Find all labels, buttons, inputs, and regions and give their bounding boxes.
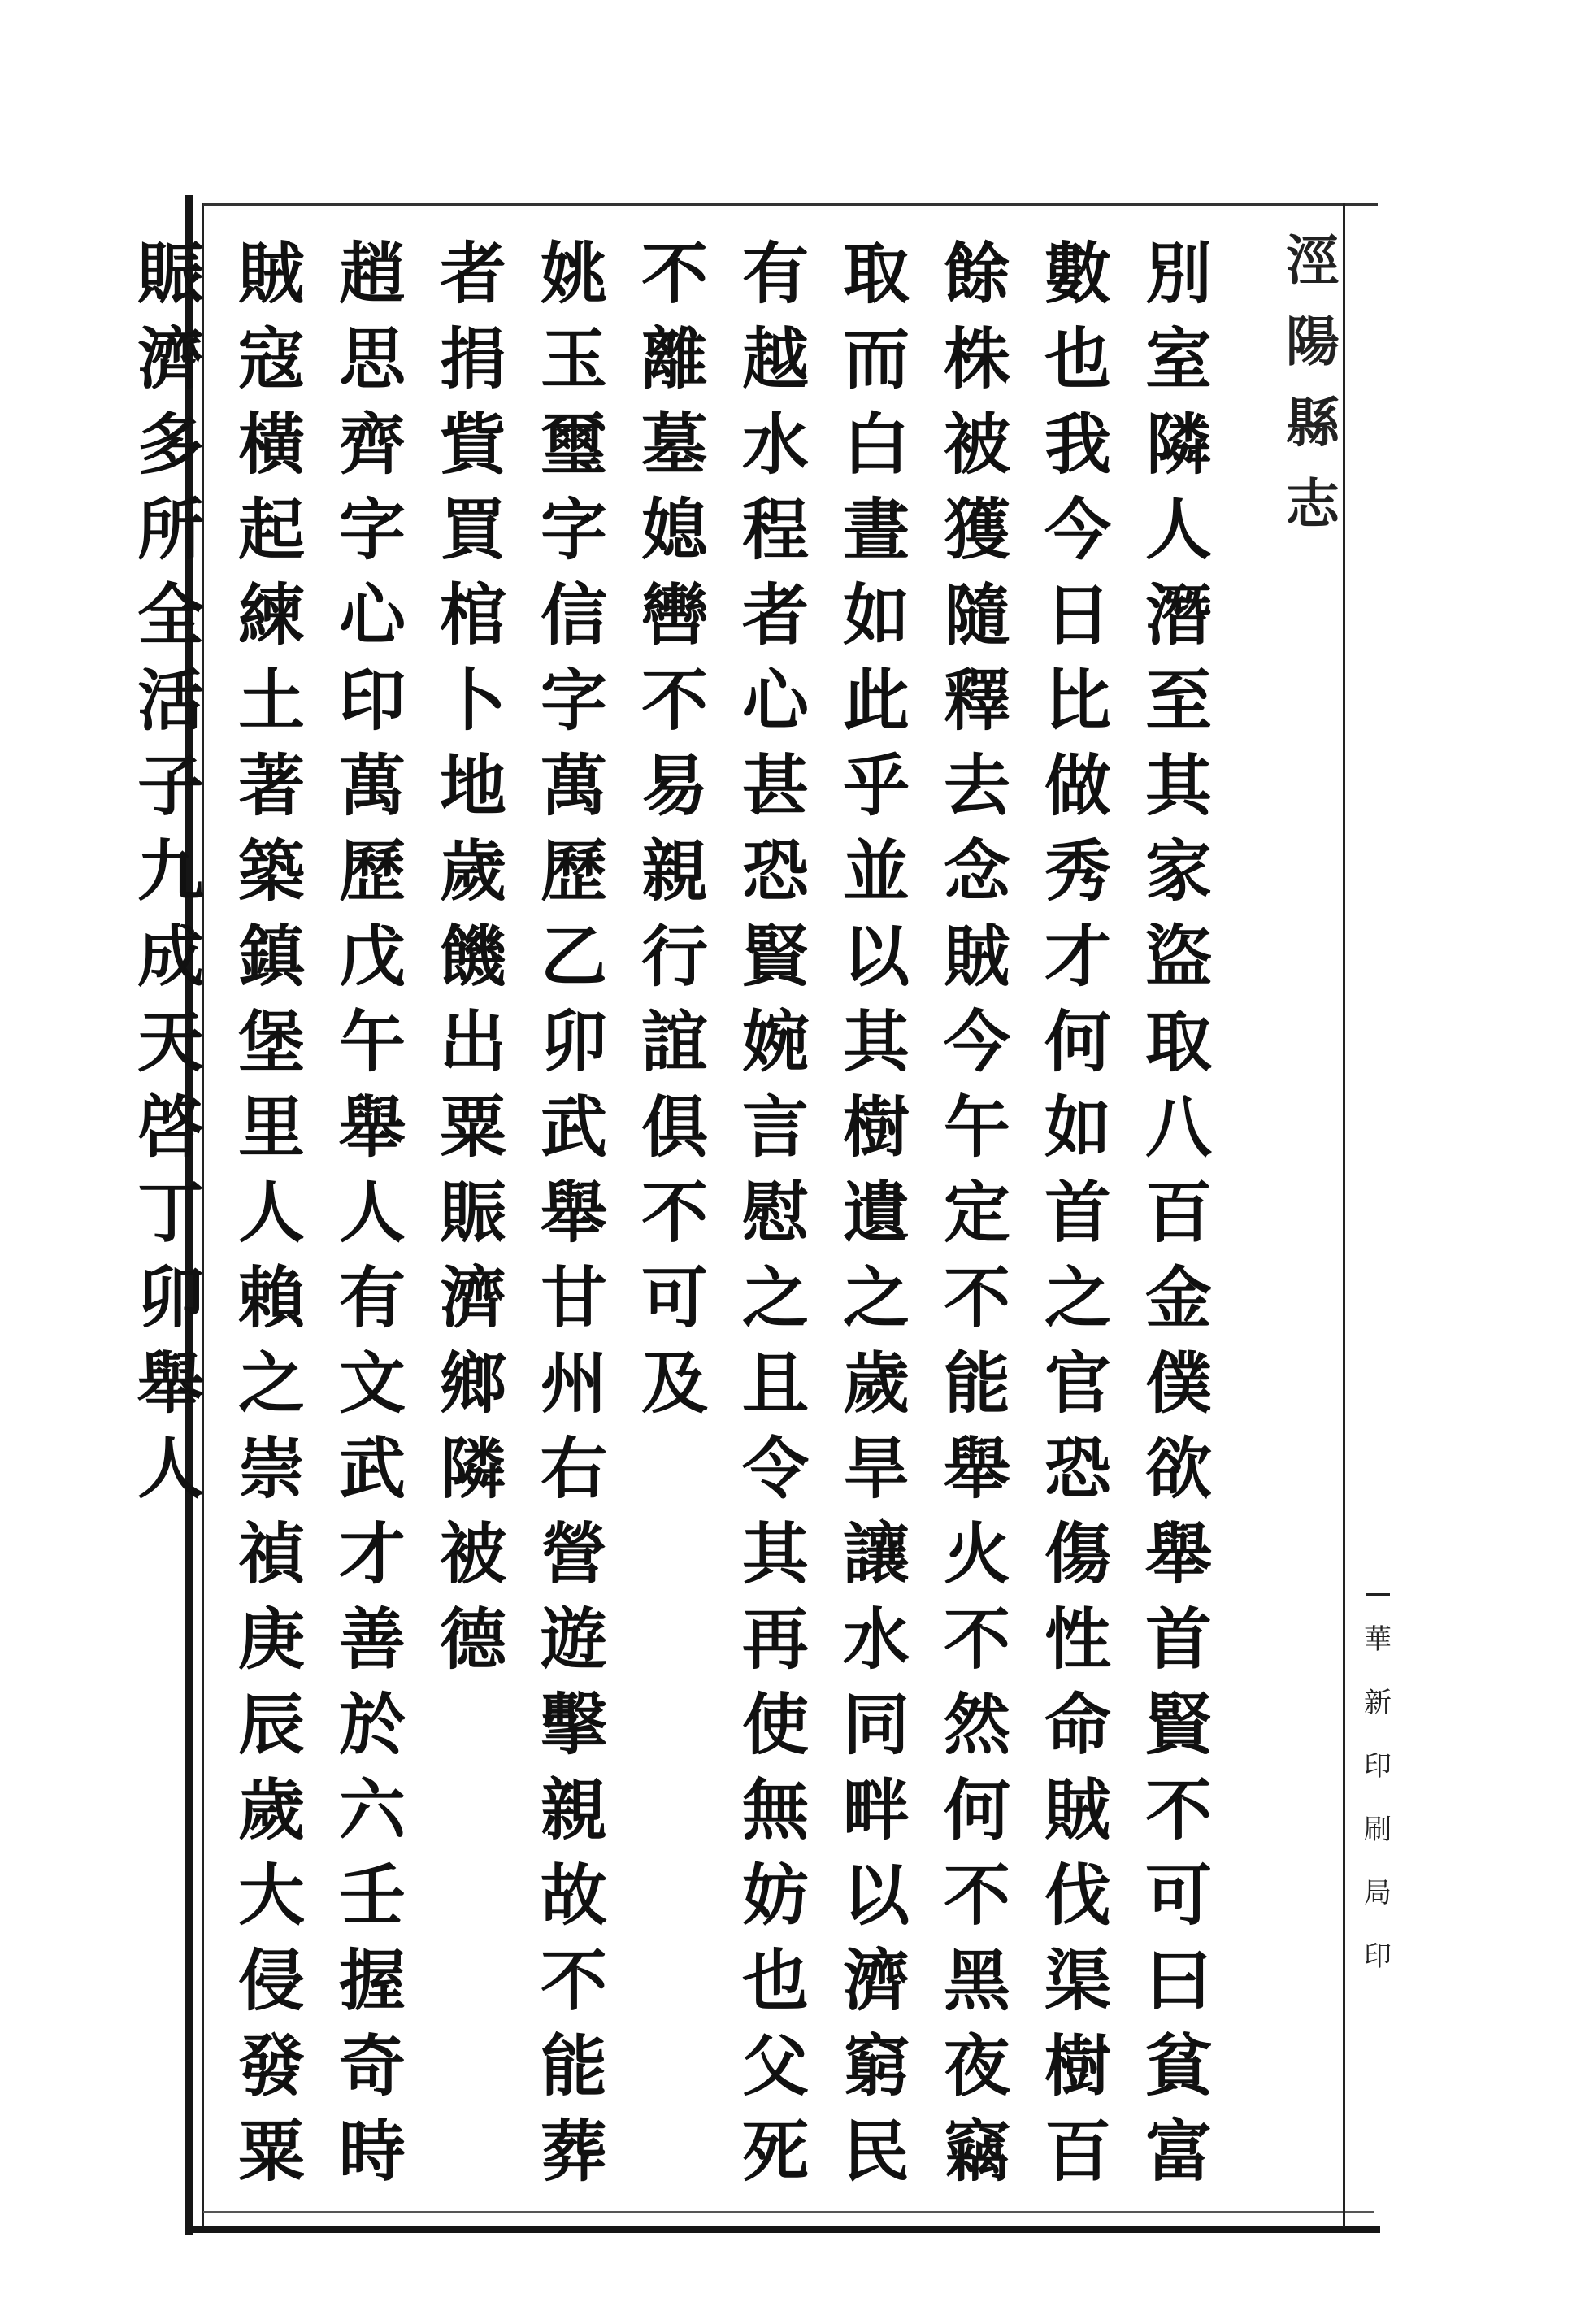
text-glyph: 人 (237, 1174, 305, 1252)
text-column (1134, 232, 1223, 2191)
text-glyph: 別 (1144, 235, 1212, 313)
printer-char: 華 (1364, 1623, 1392, 1656)
text-glyph: 發 (237, 2027, 305, 2105)
text-glyph: 侵 (237, 1942, 305, 2020)
text-glyph: 歷 (338, 832, 406, 910)
text-glyph: 右 (540, 1430, 607, 1508)
text-glyph: 濟 (137, 320, 204, 398)
text-glyph: 伐 (1044, 1857, 1111, 1935)
book-title-char: 陽 (1286, 310, 1340, 373)
text-glyph: 庚 (237, 1601, 305, 1679)
text-glyph: 比 (1044, 662, 1111, 740)
text-glyph: 有 (741, 235, 809, 313)
text-glyph: 性 (1044, 1601, 1111, 1679)
text-glyph: 歲 (842, 1344, 910, 1423)
text-glyph: 饑 (439, 918, 506, 996)
text-column (832, 232, 921, 2191)
text-glyph: 土 (237, 662, 305, 740)
text-glyph: 才 (1044, 918, 1111, 996)
text-glyph: 賑 (439, 1174, 506, 1252)
text-glyph: 賊 (943, 918, 1010, 996)
printer-dash (1366, 1593, 1390, 1596)
text-glyph: 欲 (1144, 1430, 1212, 1508)
text-glyph: 也 (1044, 320, 1111, 398)
text-glyph: 渠 (1044, 1942, 1111, 2020)
text-glyph: 樹 (842, 1088, 910, 1166)
text-glyph: 禎 (237, 1515, 305, 1593)
text-glyph: 旱 (842, 1430, 910, 1508)
text-glyph: 戊 (338, 918, 406, 996)
text-glyph: 黑 (943, 1942, 1010, 2020)
printer-char: 印 (1364, 1940, 1392, 1973)
printer-char: 局 (1364, 1877, 1392, 1909)
text-glyph: 崇 (237, 1430, 305, 1508)
text-glyph: 丁 (137, 1174, 204, 1252)
text-glyph: 取 (1144, 1003, 1212, 1081)
text-glyph: 取 (842, 235, 910, 313)
text-glyph: 德 (439, 1601, 506, 1679)
text-glyph: 葬 (540, 2113, 607, 2191)
text-glyph: 姚 (540, 235, 607, 313)
book-title-margin (1284, 219, 1341, 545)
text-glyph: 不 (1144, 1771, 1212, 1849)
text-glyph: 白 (842, 406, 910, 484)
text-glyph: 墓 (641, 406, 708, 484)
text-glyph: 人 (137, 1430, 204, 1508)
text-glyph: 民 (842, 2113, 910, 2191)
text-glyph: 賊 (237, 235, 305, 313)
text-glyph: 不 (943, 1259, 1010, 1337)
book-title-char: 縣 (1286, 391, 1340, 454)
text-glyph: 可 (1144, 1857, 1212, 1935)
text-glyph: 啓 (137, 1088, 204, 1166)
text-glyph: 同 (842, 1686, 910, 1764)
text-glyph: 萬 (540, 747, 607, 825)
text-glyph: 玉 (540, 320, 607, 398)
text-glyph: 隣 (1144, 406, 1212, 484)
text-glyph: 人 (1144, 491, 1212, 569)
text-glyph: 字 (540, 662, 607, 740)
text-glyph: 舉 (540, 1174, 607, 1252)
text-glyph: 文 (338, 1344, 406, 1423)
text-column (126, 232, 215, 2191)
page-frame-bottom-inner (203, 2211, 1374, 2213)
text-glyph: 堡 (237, 1003, 305, 1081)
text-glyph: 之 (741, 1259, 809, 1337)
page-frame-bottom-outer (185, 2226, 1380, 2233)
text-glyph: 也 (741, 1942, 809, 2020)
text-glyph: 築 (237, 832, 305, 910)
text-glyph: 於 (338, 1686, 406, 1764)
text-glyph: 且 (741, 1344, 809, 1423)
text-glyph: 恐 (1044, 1430, 1111, 1508)
text-glyph: 之 (1044, 1259, 1111, 1337)
printer-char: 刷 (1364, 1814, 1392, 1846)
text-column (932, 232, 1022, 2191)
text-glyph: 擊 (540, 1686, 607, 1764)
text-glyph: 舉 (137, 1344, 204, 1423)
printer-imprint (1353, 1593, 1402, 1988)
text-glyph: 夜 (943, 2027, 1010, 2105)
text-glyph: 何 (1044, 1003, 1111, 1081)
text-glyph: 甚 (741, 747, 809, 825)
text-glyph: 晝 (842, 491, 910, 569)
text-glyph: 心 (338, 576, 406, 654)
text-glyph: 獲 (943, 491, 1010, 569)
text-glyph: 令 (741, 1430, 809, 1508)
text-glyph: 舉 (1144, 1515, 1212, 1593)
text-glyph: 不 (540, 1942, 607, 2020)
text-glyph: 越 (741, 320, 809, 398)
text-glyph: 字 (540, 491, 607, 569)
text-glyph: 子 (137, 747, 204, 825)
text-glyph: 者 (439, 235, 506, 313)
text-glyph: 濟 (842, 1942, 910, 2020)
printer-char: 新 (1364, 1687, 1392, 1719)
text-glyph: 首 (1044, 1174, 1111, 1252)
text-glyph: 州 (540, 1344, 607, 1423)
text-glyph: 地 (439, 747, 506, 825)
text-glyph: 捐 (439, 320, 506, 398)
text-glyph: 行 (641, 918, 708, 996)
text-glyph: 並 (842, 832, 910, 910)
text-column (529, 232, 619, 2191)
text-glyph: 卜 (439, 662, 506, 740)
text-glyph: 粟 (237, 2113, 305, 2191)
text-glyph: 歲 (439, 832, 506, 910)
book-title-char: 志 (1286, 472, 1340, 536)
text-glyph: 火 (943, 1515, 1010, 1593)
text-glyph: 曰 (1144, 1942, 1212, 2020)
text-glyph: 者 (741, 576, 809, 654)
text-glyph: 如 (842, 576, 910, 654)
text-glyph: 言 (741, 1088, 809, 1166)
text-glyph: 起 (237, 491, 305, 569)
text-glyph: 念 (943, 832, 1010, 910)
text-glyph: 以 (842, 1857, 910, 1935)
text-glyph: 不 (943, 1857, 1010, 1935)
text-glyph: 被 (943, 406, 1010, 484)
text-glyph: 家 (1144, 832, 1212, 910)
text-glyph: 印 (338, 662, 406, 740)
text-glyph: 不 (641, 235, 708, 313)
text-glyph: 其 (741, 1515, 809, 1593)
text-glyph: 親 (540, 1771, 607, 1849)
text-glyph: 賢 (1144, 1686, 1212, 1764)
text-glyph: 棺 (439, 576, 506, 654)
text-glyph: 窮 (842, 2027, 910, 2105)
text-glyph: 秀 (1044, 832, 1111, 910)
text-glyph: 做 (1044, 747, 1111, 825)
text-glyph: 慰 (741, 1174, 809, 1252)
text-glyph: 握 (338, 1942, 406, 2020)
text-glyph: 今 (1044, 491, 1111, 569)
text-glyph: 賊 (1044, 1771, 1111, 1849)
text-glyph: 乙 (540, 918, 607, 996)
text-glyph: 之 (842, 1259, 910, 1337)
text-column (328, 232, 417, 2191)
text-glyph: 賑 (137, 235, 204, 313)
text-glyph: 至 (1144, 662, 1212, 740)
text-glyph: 所 (137, 491, 204, 569)
text-glyph: 午 (943, 1088, 1010, 1166)
text-glyph: 舉 (943, 1430, 1010, 1508)
text-glyph: 官 (1044, 1344, 1111, 1423)
text-glyph: 人 (338, 1174, 406, 1252)
text-glyph: 信 (540, 576, 607, 654)
book-title-char: 涇 (1286, 228, 1340, 292)
text-glyph: 離 (641, 320, 708, 398)
text-glyph: 恐 (741, 832, 809, 910)
text-glyph: 盜 (1144, 918, 1212, 996)
text-glyph: 成 (137, 918, 204, 996)
text-glyph: 辰 (237, 1686, 305, 1764)
text-glyph: 其 (842, 1003, 910, 1081)
text-glyph: 餘 (943, 235, 1010, 313)
text-glyph: 竊 (943, 2113, 1010, 2191)
text-glyph: 甘 (540, 1259, 607, 1337)
text-glyph: 思 (338, 320, 406, 398)
text-glyph: 八 (1144, 1088, 1212, 1166)
text-glyph: 如 (1044, 1088, 1111, 1166)
text-glyph: 無 (741, 1771, 809, 1849)
page-frame-top (203, 203, 1378, 206)
text-glyph: 婉 (741, 1003, 809, 1081)
text-glyph: 及 (641, 1344, 708, 1423)
text-glyph: 多 (137, 406, 204, 484)
text-glyph: 首 (1144, 1601, 1212, 1679)
text-glyph: 之 (237, 1344, 305, 1423)
text-glyph: 今 (943, 1003, 1010, 1081)
text-glyph: 然 (943, 1686, 1010, 1764)
text-glyph: 鄉 (439, 1344, 506, 1423)
text-glyph: 讓 (842, 1515, 910, 1593)
text-glyph: 才 (338, 1515, 406, 1593)
text-glyph: 遺 (842, 1174, 910, 1252)
text-glyph: 再 (741, 1601, 809, 1679)
text-glyph: 父 (741, 2027, 809, 2105)
text-glyph: 百 (1144, 1174, 1212, 1252)
text-glyph: 粟 (439, 1088, 506, 1166)
text-glyph: 誼 (641, 1003, 708, 1081)
text-glyph: 出 (439, 1003, 506, 1081)
text-glyph: 我 (1044, 406, 1111, 484)
text-glyph: 其 (1144, 747, 1212, 825)
text-glyph: 不 (943, 1601, 1010, 1679)
text-glyph: 不 (641, 1174, 708, 1252)
text-glyph: 死 (741, 2113, 809, 2191)
text-glyph: 程 (741, 491, 809, 569)
text-glyph: 活 (137, 662, 204, 740)
text-glyph: 此 (842, 662, 910, 740)
text-glyph: 卯 (137, 1259, 204, 1337)
text-glyph: 能 (540, 2027, 607, 2105)
text-glyph: 歲 (237, 1771, 305, 1849)
text-glyph: 武 (540, 1088, 607, 1166)
text-glyph: 趙 (338, 235, 406, 313)
text-glyph: 樹 (1044, 2027, 1111, 2105)
text-glyph: 轡 (641, 576, 708, 654)
text-glyph: 水 (842, 1601, 910, 1679)
text-glyph: 有 (338, 1259, 406, 1337)
text-glyph: 奇 (338, 2027, 406, 2105)
text-glyph: 齊 (338, 406, 406, 484)
text-glyph: 字 (338, 491, 406, 569)
text-glyph: 貲 (439, 406, 506, 484)
text-glyph: 賢 (741, 918, 809, 996)
text-glyph: 傷 (1044, 1515, 1111, 1593)
text-glyph: 壬 (338, 1857, 406, 1935)
text-glyph: 親 (641, 832, 708, 910)
text-glyph: 全 (137, 576, 204, 654)
text-glyph: 貧 (1144, 2027, 1212, 2105)
text-glyph: 武 (338, 1430, 406, 1508)
main-text-body (126, 232, 1223, 2191)
text-glyph: 時 (338, 2113, 406, 2191)
text-glyph: 潛 (1144, 576, 1212, 654)
text-glyph: 里 (237, 1088, 305, 1166)
text-glyph: 媳 (641, 491, 708, 569)
text-glyph: 萬 (338, 747, 406, 825)
text-glyph: 富 (1144, 2113, 1212, 2191)
text-glyph: 隨 (943, 576, 1010, 654)
text-glyph: 釋 (943, 662, 1010, 740)
text-glyph: 畔 (842, 1771, 910, 1849)
text-column (1033, 232, 1123, 2191)
text-glyph: 不 (641, 662, 708, 740)
text-glyph: 乎 (842, 747, 910, 825)
text-glyph: 心 (741, 662, 809, 740)
text-glyph: 室 (1144, 320, 1212, 398)
text-glyph: 舉 (338, 1088, 406, 1166)
text-glyph: 濟 (439, 1259, 506, 1337)
text-glyph: 金 (1144, 1259, 1212, 1337)
text-glyph: 株 (943, 320, 1010, 398)
text-glyph: 能 (943, 1344, 1010, 1423)
text-glyph: 買 (439, 491, 506, 569)
text-glyph: 卯 (540, 1003, 607, 1081)
text-glyph: 隣 (439, 1430, 506, 1508)
text-glyph: 被 (439, 1515, 506, 1593)
text-glyph: 使 (741, 1686, 809, 1764)
text-glyph: 賴 (237, 1259, 305, 1337)
text-glyph: 午 (338, 1003, 406, 1081)
text-glyph: 六 (338, 1771, 406, 1849)
text-glyph: 而 (842, 320, 910, 398)
text-glyph: 著 (237, 747, 305, 825)
text-glyph: 水 (741, 406, 809, 484)
text-column (227, 232, 316, 2191)
text-glyph: 橫 (237, 406, 305, 484)
text-glyph: 善 (338, 1601, 406, 1679)
page-frame-right (1343, 203, 1345, 2227)
text-glyph: 鎮 (237, 918, 305, 996)
text-glyph: 營 (540, 1515, 607, 1593)
text-glyph: 易 (641, 747, 708, 825)
text-glyph: 僕 (1144, 1344, 1212, 1423)
text-glyph: 九 (137, 832, 204, 910)
text-glyph: 寇 (237, 320, 305, 398)
text-glyph: 百 (1044, 2113, 1111, 2191)
printer-char: 印 (1364, 1750, 1392, 1783)
text-glyph: 俱 (641, 1088, 708, 1166)
text-glyph: 去 (943, 747, 1010, 825)
text-column (731, 232, 820, 2191)
text-glyph: 可 (641, 1259, 708, 1337)
text-glyph: 日 (1044, 576, 1111, 654)
text-glyph: 歷 (540, 832, 607, 910)
text-column (630, 232, 719, 2191)
text-glyph: 天 (137, 1003, 204, 1081)
text-glyph: 定 (943, 1174, 1010, 1252)
text-column (428, 232, 518, 2191)
text-glyph: 何 (943, 1771, 1010, 1849)
text-glyph: 璽 (540, 406, 607, 484)
text-glyph: 故 (540, 1857, 607, 1935)
text-glyph: 數 (1044, 235, 1111, 313)
text-glyph: 以 (842, 918, 910, 996)
text-glyph: 命 (1044, 1686, 1111, 1764)
text-glyph: 遊 (540, 1601, 607, 1679)
text-glyph: 大 (237, 1857, 305, 1935)
text-glyph: 妨 (741, 1857, 809, 1935)
text-glyph: 練 (237, 576, 305, 654)
